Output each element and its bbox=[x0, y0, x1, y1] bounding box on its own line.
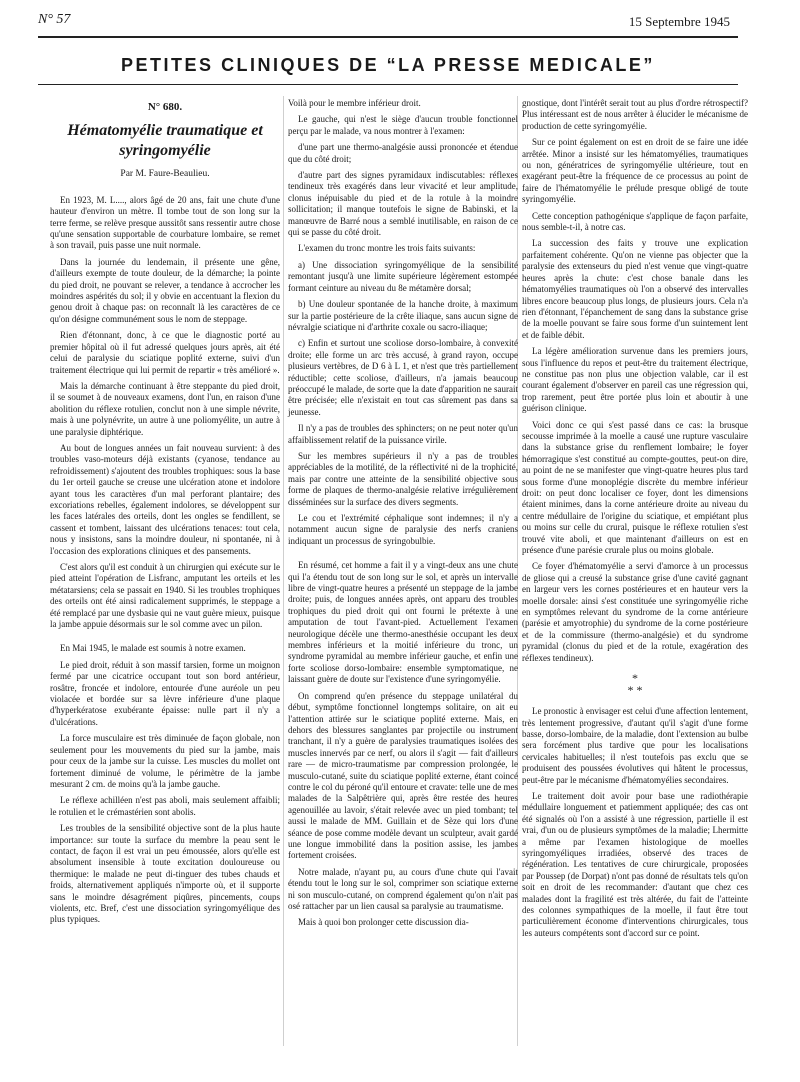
paragraph: Le pied droit, réduit à son massif tarsien, forme un moignon fermé par une cicatrice occupant tout son bord antérieur, rosâtre, froncée et indolore, entourée d'une auréole un peu violacée et bordée sur sa lèvre inférieure d'une plaque d'hyperkératose exubérante épaisse: nulle part il n'y a d'ulcérations. bbox=[50, 659, 280, 727]
issue-number: N° 57 bbox=[38, 12, 71, 27]
paragraph: b) Une douleur spontanée de la hanche droite, à maximum sur la partie postérieure de la crête iliaque, sans aucun signe de névralgie sciatique ni d'arthrite coxale ou sacro-iliaque; bbox=[288, 299, 518, 332]
paragraph: Voilà pour le membre inférieur droit. bbox=[288, 98, 421, 108]
paragraph: d'une part une thermo-analgésie aussi prononcée et étendue que du côté droit; bbox=[288, 142, 518, 164]
paragraph: c) Enfin et surtout une scoliose dorso-lombaire, à convexité droite; elle forme un arc très accusé, à grand rayon, occupe plusieurs vertèbres, de D 6 à L 1, et n'est que très partiellement réductible; cette scoliose, d'ailleurs, n'a jamais beaucoup préoccupé le malade, de sorte que la date d'apparition ne saurait être précisée; elle n'existait en tout cas sûrement pas dans sa jeunesse. bbox=[288, 338, 518, 417]
section-break-asterisks: * * * bbox=[627, 671, 643, 698]
section-banner: PETITES CLINIQUES DE “LA PRESSE MEDICALE” bbox=[121, 55, 655, 75]
paragraph: a) Une dissociation syringomyélique de la sensibilité remontant jusqu'à une limite supérieure légèrement estompée formant ceinture au niveau du 8e métamère dorsal; bbox=[288, 259, 518, 293]
byline: Par M. Faure-Beaulieu. bbox=[120, 169, 210, 180]
paragraph: Les troubles de la sensibilité objective sont de la plus haute importance: sur toute la surface du membre la peau sent le contact, de façon il est vrai un peu émoussée, alors qu'elle est absolument insensible à toute excitation douloureuse ou thermique: le malade ne peut di-tinguer des tubes chauds et froids, alternativement appliqués n'importe où, et il supporte sans le moindre désagrément piqûres, pincements, coups violents, etc. Bref, c'est une dissociation syringomyélique des plus typiques. bbox=[50, 823, 280, 925]
paragraph: d'autre part des signes pyramidaux indiscutables: réflexes tendineux très exagérés dans leur vivacité et leur amplitude, clonus inépuisable du pied et de la rotule à la moindre sollicitation; il manque toutefois le signe de Babinski, et la manœuvre de Barré nous a semblé inutilisable, en raison de ce qui se passe du côté droit. bbox=[288, 170, 518, 238]
paragraph: Le pronostic à envisager est celui d'une affection lentement, très lentement progressive, d'autant qu'il s'agit d'une forme basse, dorso-lombaire, de la maladie, dont l'extension au bulbe sera forcément plus tardive que pour les localisations cervicales habituelles; il n'est toutefois pas exclu que se produisent des poussées évolutives qui hâtent le processus, peut-être par le mécanisme d'hématomyélies secondaires. bbox=[522, 706, 748, 785]
banner-rule bbox=[38, 84, 738, 85]
paragraph: Le réflexe achilléen n'est pas aboli, mais seulement affaibli; le rotulien et le crémastérien sont abolis. bbox=[50, 795, 280, 817]
column-3 bbox=[522, 98, 748, 944]
paragraph: En résumé, cet homme a fait il y a vingt-deux ans une chute qui l'a étendu tout de son long sur le sol, et après un intervalle libre de vingt-quatre heures a présenté un steppage de la jambe droite; puis, de longues années après, ont apparu des troubles trophiques du pied droit qui ont fourni le prétexte à une amputation de tout l'avant-pied. Actuellement l'examen neurologique décèle une thermo-anesthésie occupant les deux membres inférieurs et la moitié inférieure du tronc, un syndrome pyramidal au membre inférieur gauche, et enfin une forte scoliose dorso-lombaire: ensemble symptomatique, ne laissant guère de doute sur l'existence d'une syringomyélie. bbox=[288, 560, 518, 685]
paragraph: Dans la journée du lendemain, il présente une gêne, d'ailleurs exempte de toute douleur, de la démarche; la pointe du pied droit, ne pouvant se relever, a tendance à accrocher les moindres aspérités du sol; il y obvie en accentuant la flexion du genou droit à chaque pas: on reconnaît là les caractères de ce qu'on désigne communément sous le nom de steppage. bbox=[50, 256, 280, 324]
column-separator-1 bbox=[283, 96, 284, 1046]
paragraph: Rien d'étonnant, donc, à ce que le diagnostic porté au premier hôpital où il fut adressé quelques jours après, ait été celui de paralysie du sciatique poplité externe, suivi d'un traitement électrique qui lui permit de repartir « très amélioré ». bbox=[50, 330, 280, 375]
paragraph: Le cou et l'extrémité céphalique sont indemnes; il n'y a notamment aucun signe de paralysie des nerfs craniens indiquant un processus de syringobulbie. bbox=[288, 513, 518, 546]
paragraph: Mais à quoi bon prolonger cette discussion dia- bbox=[298, 917, 469, 928]
top-rule bbox=[38, 36, 738, 38]
paragraph: Sur ce point également on est en droit de se faire une idée arrêtée. Minor a insisté sur les hématomyélies, traumatiques ou non, génératrices de syringomyélie ultérieure, tout en exagérant peut-être la fréquence de ce processus au point de faire de l'hématomyélie le prélude presque obligé de toute syringomyélie. bbox=[522, 137, 748, 205]
paragraph: Il n'y a pas de troubles des sphincters; on ne peut noter qu'un affaiblissement relatif de la puissance virile. bbox=[288, 423, 518, 445]
paragraph: Cette conception pathogénique s'applique de façon parfaite, nous semble-t-il, à notre cas. bbox=[522, 210, 748, 233]
paragraph: En 1923, M. L...., alors âgé de 20 ans, fait une chute d'une hauteur d'environ un mètre. Il tombe tout de son long sur la terre ferme, se relève presque aussitôt sans ressentir autre chose qu'une sensation supportable de courbature lombaire, se remet à son travail, puis passe une nuit normale. bbox=[50, 194, 280, 251]
paragraph: Le gauche, qui n'est le siège d'aucun trouble fonctionnel perçu par le malade, va nous montrer à l'examen: bbox=[288, 114, 518, 136]
paragraph: gnostique, dont l'intérêt serait tout au plus d'ordre rétrospectif? Plus intéressant est de nous arrêter à élucider le mécanisme de production de cette syringomyélie. bbox=[522, 98, 748, 131]
paragraph: La succession des faits y trouve une explication parfaitement cohérente. Qu'on ne vienne pas objecter que la paralysie des extenseurs du pied n'est venue que vingt-quatre heures après la chute: c'est chose banale dans les hématomyélies traumatiques où l'on a observé des intervalles libres encore beaucoup plus longs, de plusieurs jours. Cela n'a rien d'étonnant, l'épanchement de sang dans la substance grise de la moelle pouvant se faire sous forme d'un suintement lent et de faible débit. bbox=[522, 238, 748, 340]
paragraph: La légère amélioration survenue dans les premiers jours, sous l'influence du repos et peut-être du traitement électrique, ne constitue pas non plus une objection valable, car il est courant également d'observer en pareil cas une régression qui, trop rarement, peut être portée plus loin et aboutir à une guérison clinique. bbox=[522, 346, 748, 414]
paragraph: Voici donc ce qui s'est passé dans ce cas: la brusque secousse imprimée à la moelle a causé une rupture vasculaire dans la substance grise du renflement lombaire; le foyer hémorragique s'est constitué au compte-gouttes, peut-on dire, au point de ne se manifester que vingt-quatre heures plus tard sous forme d'une monoplégie discrète du membre inférieur droit: on peut donc localiser ce foyer, dont les dimensions étaient minimes, dans la corne antérieure droite au niveau du centre médullaire de l'origine du sciatique, et empiétant plus ou moins sur celle du crural, puisque le réflexe rotulien s'est trouvé vite aboli, et que maintenant d'ailleurs on est en présence d'une parésie crurale plus ou moins globale. bbox=[522, 419, 748, 556]
paragraph: Ce foyer d'hématomyélie a servi d'amorce à un processus de gliose qui a creusé la substance grise d'une cavité gagnant en largeur vers les cornes postérieures et en hauteur vers la moelle dorsale: ainsi s'est constituée une syringomyélie riche en symptômes relevant du syndrome de la corne antérieure (parésie et amyotrophie) du syndrome de la corne postérieure et de la commissure (thermo-analgésie) et du syndrome pyramidal (clonus du pied et de la rotule, exagération des réflexes tendineux). bbox=[522, 561, 748, 663]
paragraph: On comprend qu'en présence du steppage unilatéral du début, symptôme fonctionnel longtemps solitaire, on ait eu l'attention attirée sur le sciatique poplité externe. Mais, en dehors des blessures sanglantes par projectile ou instrument tranchant, il n'y a guère de paralysies traumatiques isolées des muscles innervés par ce nerf, ou alors il s'agit — fait d'ailleurs rare — de micro-traumatisme par compression prolongée, le musculo-cutané, suite du sciatique poplité externe, étant coincé contre le col du péroné qu'il entoure et cravate: telle une de mes malades de la Salpêtrière qui, après être restée des heures agenouillée au lavoir, s'était relevée avec un pied tombant; tel aussi le malade de MM. Guillain et de Sèze qui lors d'une séance de pose comme modèle devant un sculpteur, avait gardé une longue immobilité dans la position assise, les jambes fortement croisées. bbox=[288, 690, 518, 861]
article-number: N° 680. bbox=[147, 101, 183, 113]
paragraph: Le traitement doit avoir pour base une radiothérapie médullaire longuement et patiemment appliquée; des cas ont été signalés où l'on a assisté à une régression, partielle il est vrai, d'un ou de plusieurs symptômes de la maladie; Lhermitte a même par l'examen histologique de moelles syringomyéliques irradiées, observé des traces de régénération. Les tentatives de cure chirurgicale, proposées par Poussep (de Dorpat) n'ont pas donné de résultats tels qu'on soit en droit de les recommander: d'autant que chez ces malades dont la fragilité est très altérée, du fait de l'atteinte des colonnes sympathiques de la moelle, il faut être tout particulièrement économe d'interventions chirurgicales, tous les auteurs compétents sont d'accord sur ce point. bbox=[522, 790, 748, 938]
article-title: Hématomyélie traumatique et syringomyélie bbox=[67, 122, 263, 160]
column-1 bbox=[50, 98, 280, 931]
paragraph: Mais la démarche continuant à être steppante du pied droit, il se soumet à de nouveaux examens, dont l'un, en raison d'une abolition du réflexe rotulien, conclut non à une simple névrite, mais à une polynévrite, un autre à une poliomyélite, un autre à une paralysie diphtérique. bbox=[50, 380, 280, 437]
issue-date: 15 Septembre 1945 bbox=[628, 14, 730, 29]
paragraph: Notre malade, n'ayant pu, au cours d'une chute qui l'avait étendu tout le long sur le sol, comprimer son sciatique externe ni son musculo-cutané, on comprend également qu'on n'ait pas osé rattacher par un lien causal sa paralysie au traumatisme. bbox=[288, 866, 518, 911]
paragraph: En Mai 1945, le malade est soumis à notre examen. bbox=[60, 643, 246, 654]
column-2 bbox=[288, 98, 518, 934]
paragraph: Au bout de longues années un fait nouveau survient: à des troubles vaso-moteurs déjà existants (cyanose, tendance au refroidissement) s'ajoutent des troubles trophiques: sous la base du 1er orteil gauche se creuse une ulcération atone et indolore ayant tous les caractères d'un mal perforant plantaire; des excoriations rebelles, également indolores, se développent sur les faces latérales des orteils, dont les ongles se fendillent, se cassent et tombent, laissant des ulcérations tenaces: tout cela, nous y insistons, sans la moindre douleur, ni spontanée, ni à l'occasion des explorations cliniques et des pansements. bbox=[50, 442, 280, 556]
paragraph: Sur les membres supérieurs il n'y a pas de troubles appréciables de la motilité, de la réflectivité ni de la trophicité, mais par contre une atteinte de la sensibilité objective sous forme de plaques de thermo-analgésie relative irrégulièrement disséminées sur la surface des divers segments. bbox=[288, 450, 518, 507]
paragraph: La force musculaire est très diminuée de façon globale, non seulement pour les mouvements du pied sur la jambe, mais pour ceux de la jambe sur la cuisse. Les muscles du mollet ont fortement diminué de volume, le périmètre de la jambe mesurant 2 cm. de moins qu'à la jambe gauche. bbox=[50, 733, 280, 789]
paragraph: C'est alors qu'il est conduit à un chirurgien qui exécute sur le pied atteint l'opération de Lisfranc, amputant les orteils et les métatarsiens; cela se passait en 1940. Si les troubles trophiques des orteils ont été ainsi radicalement supprimés, le steppage a été remplacé par une dysbasie qui ne vaut guère mieux, puisque la jambe appuie désormais sur le sol comme avec un pilon. bbox=[50, 562, 280, 630]
paragraph: L'examen du tronc montre les trois faits suivants: bbox=[298, 243, 476, 254]
